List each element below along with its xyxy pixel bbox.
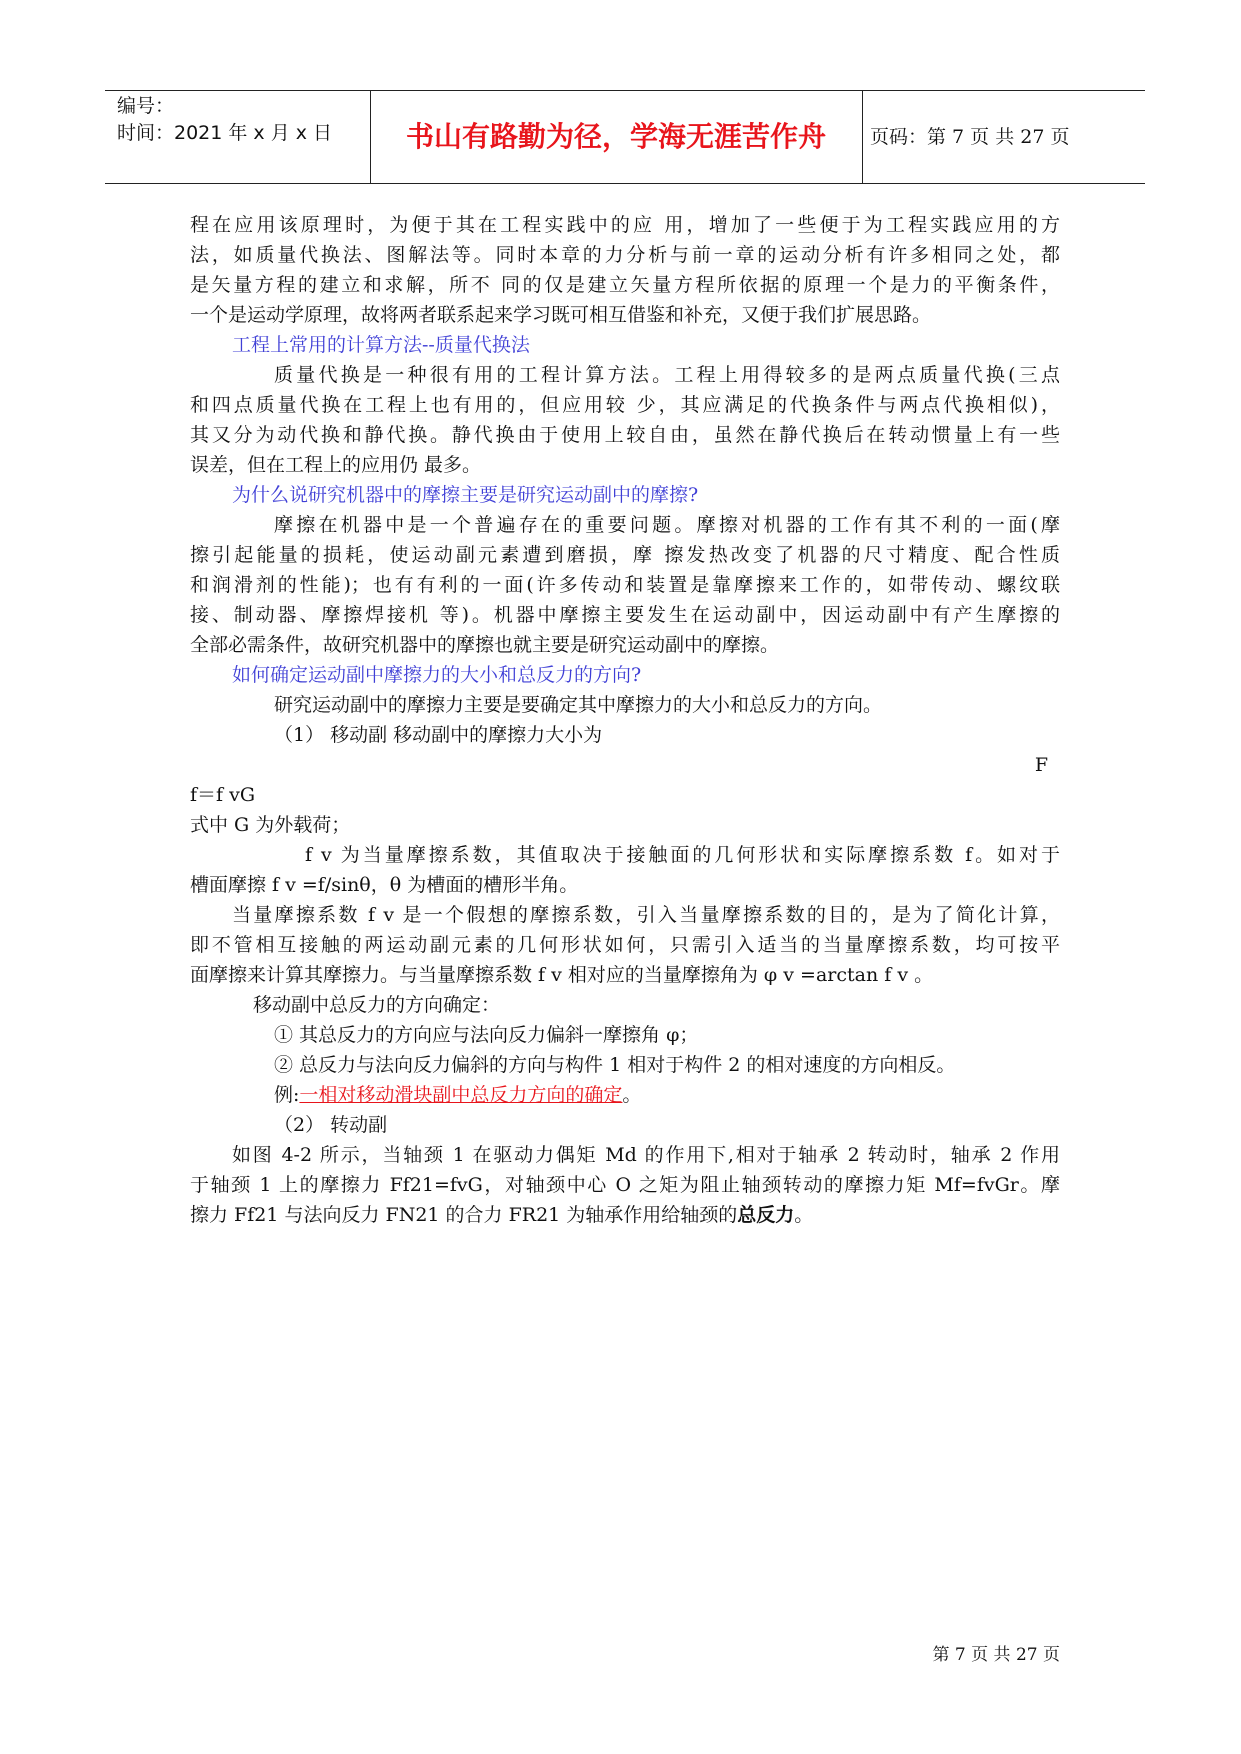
header-divider	[862, 91, 863, 183]
paragraph-line: 误差，但在工程上的应用仍 最多。	[190, 454, 482, 476]
paragraph-line: （2） 转动副	[274, 1114, 388, 1136]
paragraph-line: 接、制动器、摩擦焊接机 等)。机器中摩擦主要发生在运动副中，因运动副中有产生摩擦的	[190, 604, 1060, 626]
text-span: 擦力 Ff21 与法向反力 FN21 的合力 FR21 为轴承作用给轴颈的	[190, 1204, 738, 1226]
section-heading: 工程上常用的计算方法--质量代换法	[232, 334, 530, 356]
page-footer: 第 7 页 共 27 页	[932, 1645, 1060, 1665]
example-line	[190, 1080, 1060, 1110]
paragraph-line: 如图 4-2 所示，当轴颈 1 在驱动力偶矩 Md 的作用下,相对于轴承 2 转动时，轴承 2 作用	[232, 1144, 1060, 1166]
example-suffix: 。	[622, 1084, 642, 1106]
paragraph-line: 即不管相互接触的两运动副元素的几何形状如何，只需引入适当的当量摩擦系数，均可按平	[190, 934, 1060, 956]
paragraph-line: 全部必需条件，故研究机器中的摩擦也就主要是研究运动副中的摩擦。	[190, 634, 780, 656]
header-page-info: 页码：第 7 页 共 27 页	[870, 126, 1070, 148]
section-heading: 为什么说研究机器中的摩擦主要是研究运动副中的摩擦?	[232, 484, 699, 506]
bold-term: 总反力	[737, 1204, 795, 1226]
paragraph-line: 和润滑剂的性能)；也有有利的一面(许多传动和装置是靠摩擦来工作的，如带传动、螺纹联	[190, 574, 1060, 596]
paragraph-line: 和四点质量代换在工程上也有用的，但应用较 少，其应满足的代换条件与两点代换相似)，	[190, 394, 1060, 416]
paragraph-line: （1） 移动副 移动副中的摩擦力大小为	[274, 724, 603, 746]
document-number-label: 编号：	[117, 95, 175, 117]
text-span: 。	[794, 1204, 814, 1226]
paragraph-line: 一个是运动学原理，故将两者联系起来学习既可相互借鉴和补充，又便于我们扩展思路。	[190, 304, 932, 326]
section-heading: 如何确定运动副中摩擦力的大小和总反力的方向?	[232, 664, 642, 686]
paragraph-line: 摩擦在机器中是一个普遍存在的重要问题。摩擦对机器的工作有其不利的一面(摩	[274, 514, 1060, 536]
document-body	[190, 210, 1060, 1230]
paragraph-line: f v 为当量摩擦系数，其值取决于接触面的几何形状和实际摩擦系数 f。如对于	[305, 844, 1060, 866]
paragraph-line: 是矢量方程的建立和求解，所不 同的仅是建立矢量方程所依据的原理一个是力的平衡条件，	[190, 274, 1060, 296]
formula-line: f＝f vG	[190, 784, 256, 806]
paragraph-line: 程在应用该原理时，为便于其在工程实践中的应 用，增加了一些便于为工程实践应用的方	[190, 214, 1060, 236]
list-item: ② 总反力与法向反力偏斜的方向与构件 1 相对于构件 2 的相对速度的方向相反。	[274, 1054, 956, 1076]
paragraph-line	[190, 1200, 1060, 1230]
example-prefix: 例:	[274, 1084, 300, 1106]
paragraph-line: 槽面摩擦 f v =f/sinθ，θ 为槽面的槽形半角。	[190, 874, 579, 896]
paragraph-line: 其又分为动代换和静代换。静代换由于使用上较自由，虽然在静代换后在转动惯量上有一些	[190, 424, 1060, 446]
paragraph-line: 质量代换是一种很有用的工程计算方法。工程上用得较多的是两点质量代换(三点	[274, 364, 1060, 386]
paragraph-line: 法，如质量代换法、图解法等。同时本章的力分析与前一章的运动分析有许多相同之处，都	[190, 244, 1060, 266]
header-left-block	[117, 93, 367, 147]
paragraph-line: 式中 G 为外载荷；	[190, 814, 351, 836]
page-header	[105, 90, 1145, 184]
paragraph-line: 移动副中总反力的方向确定：	[253, 994, 501, 1016]
list-item: ① 其总反力的方向应与法向反力偏斜一摩擦角 φ；	[274, 1024, 699, 1046]
formula-symbol: F	[1034, 754, 1048, 776]
paragraph-line: 面摩擦来计算其摩擦力。与当量摩擦系数 f v 相对应的当量摩擦角为 φ v =arctan f v 。	[190, 964, 934, 986]
paragraph-line: 于轴颈 1 上的摩擦力 Ff21=fvG，对轴颈中心 O 之矩为阻止轴颈转动的摩擦力矩 Mf=fvGr。摩	[190, 1174, 1060, 1196]
paragraph-line: 研究运动副中的摩擦力主要是要确定其中摩擦力的大小和总反力的方向。	[274, 694, 883, 716]
paragraph-line: 当量摩擦系数 f v 是一个假想的摩擦系数，引入当量摩擦系数的目的，是为了简化计算，	[232, 904, 1060, 926]
paragraph-line: 擦引起能量的损耗，使运动副元素遭到磨损，摩 擦发热改变了机器的尺寸精度、配合性质	[190, 544, 1060, 566]
header-motto: 书山有路勤为径，学海无涯苦作舟	[405, 120, 826, 153]
document-time-label: 时间：2021 年 x 月 x 日	[117, 122, 333, 144]
example-link[interactable]: 一相对移动滑块副中总反力方向的确定	[299, 1084, 623, 1106]
